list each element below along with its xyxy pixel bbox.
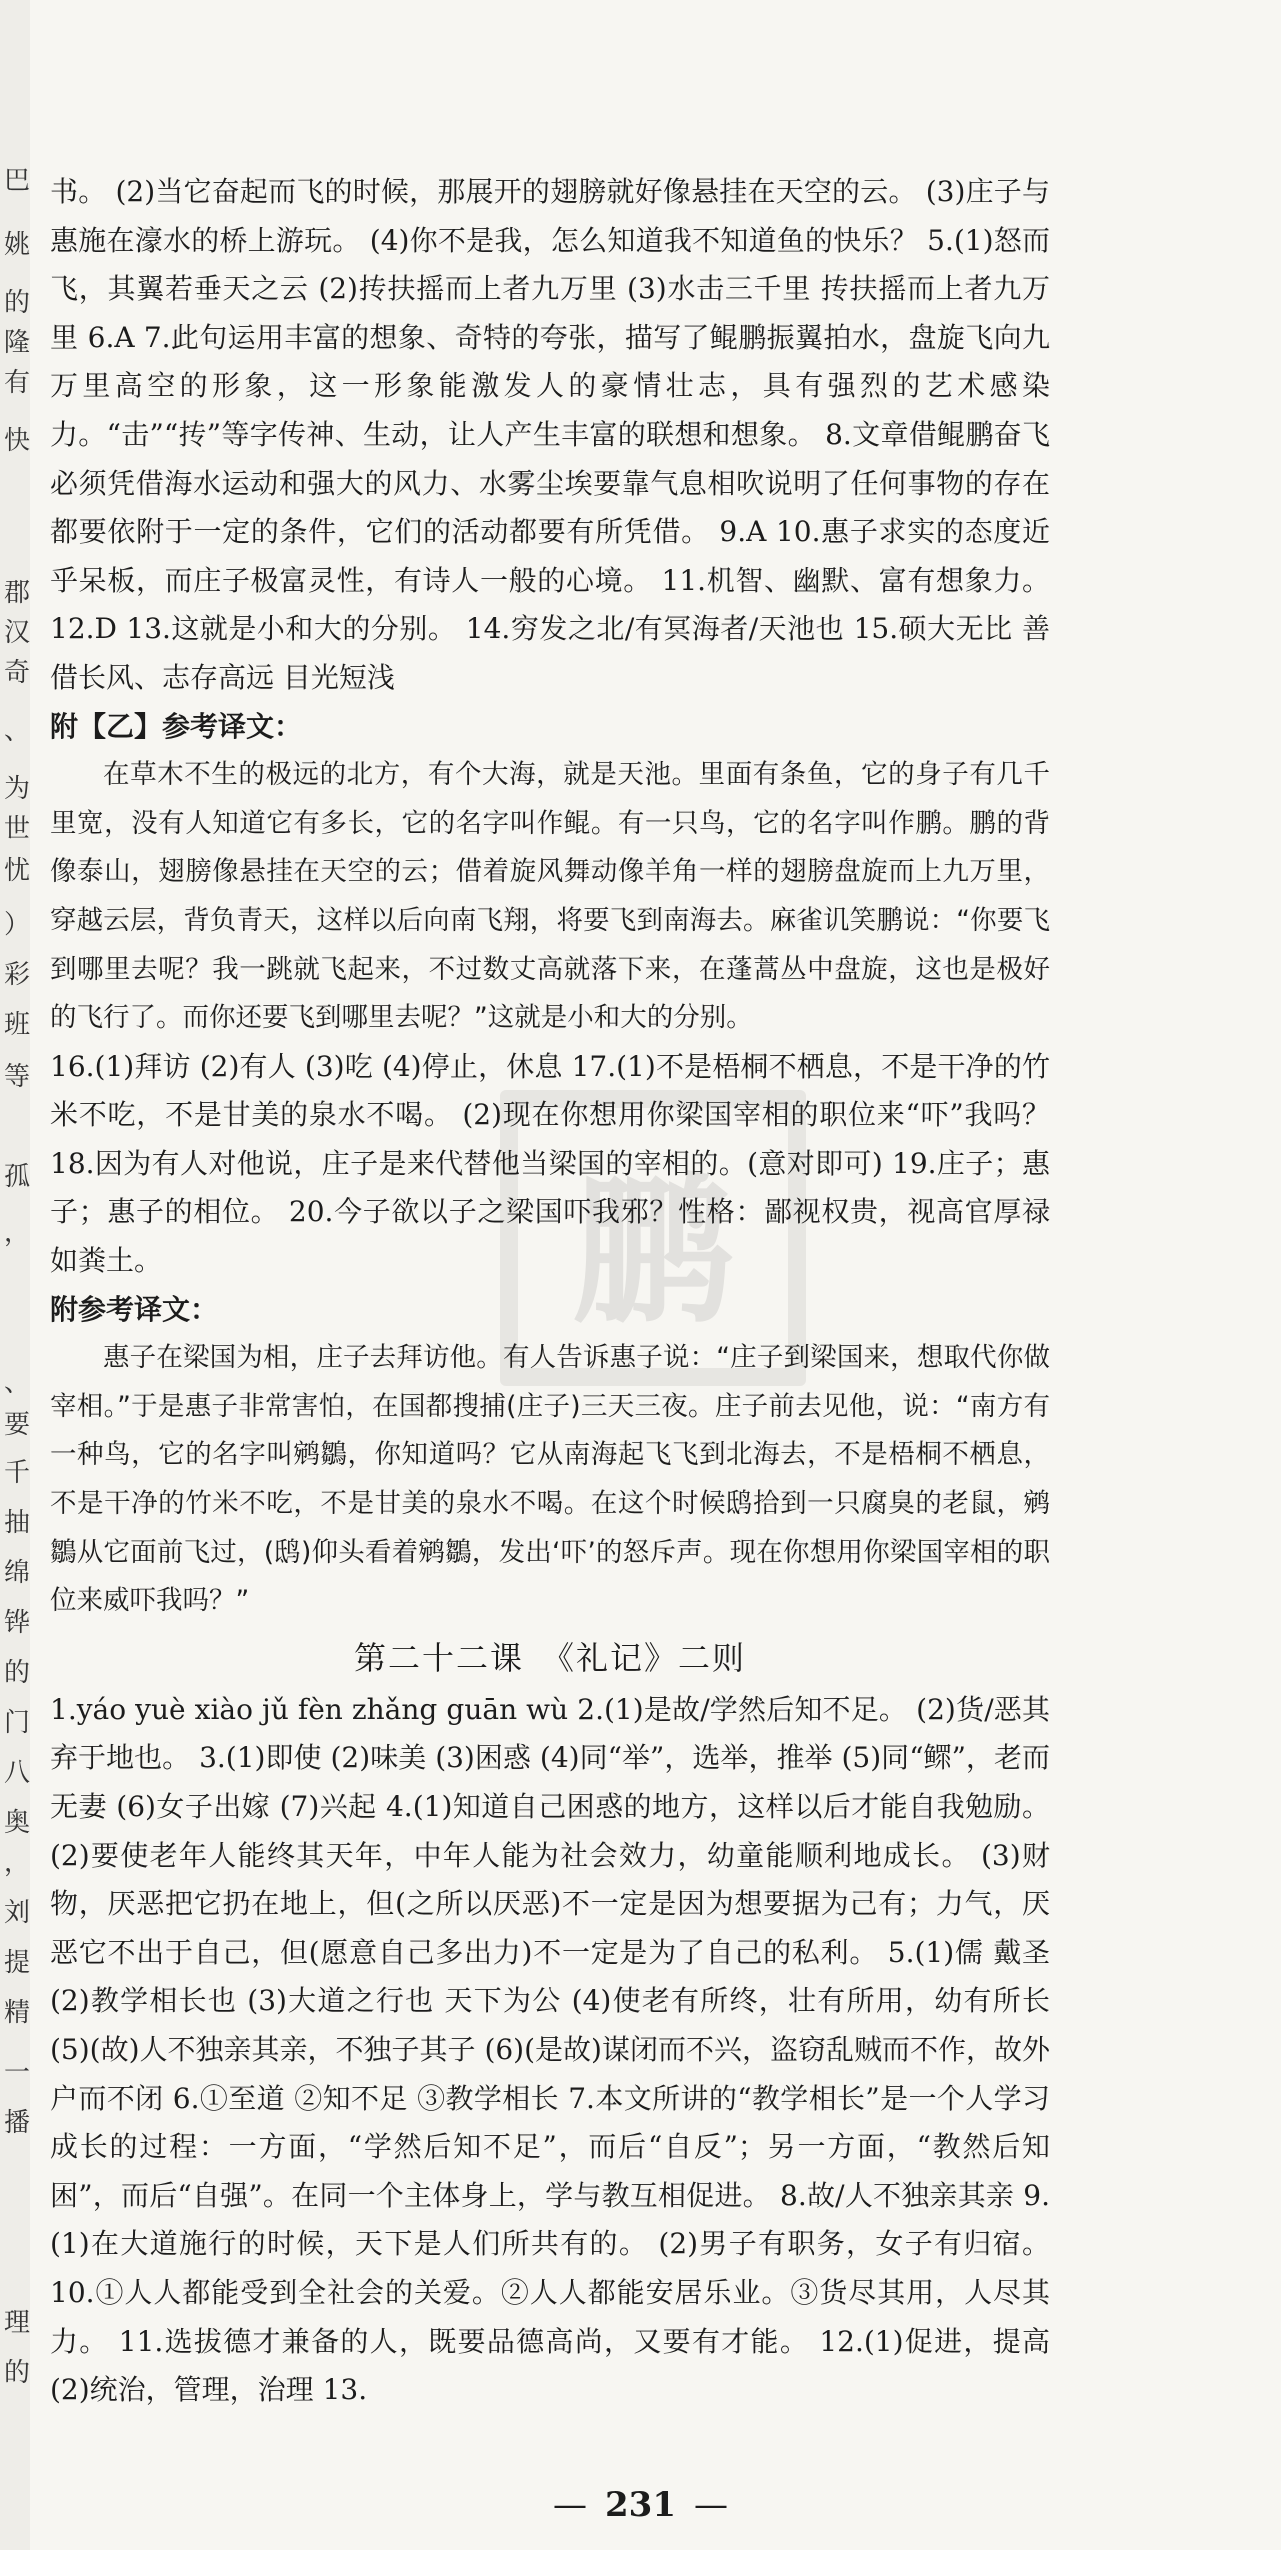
gutter-char: 门 xyxy=(4,1708,31,1738)
gutter-char: 忧 xyxy=(4,856,31,886)
gutter-char: 巴 xyxy=(4,166,31,196)
lesson-title: 第二十二课 《礼记》二则 xyxy=(353,1638,746,1677)
page-content xyxy=(50,168,1050,2415)
gutter-char: 铧 xyxy=(4,1608,31,1638)
gutter-char: 班 xyxy=(4,1010,31,1040)
translation-block-2: 惠子在梁国为相，庄子去拜访他。有人告诉惠子说：“庄子到梁国来，想取代你做宰相。”于是惠子非常害怕，在国都搜捕(庄子)三天三夜。庄子前去见他，说：“南方有一种鸟，它的名字叫鹓鶵，你知道吗？它从南海起飞飞到北海去，不是梧桐不栖息，不是干净的竹米不吃，不是甘美的泉水不喝。在这个时候鸱拾到一只腐臭的老鼠，鹓鶵从它面前飞过，(鸱)仰头看着鹓鶵，发出‘吓’的怒斥声。现在你想用你梁国宰相的职位来威吓我吗？” xyxy=(50,1342,1050,1617)
gutter-char: 有 xyxy=(4,368,31,398)
gutter-char: 提 xyxy=(4,1948,31,1978)
gutter-char: ， xyxy=(4,1218,31,1248)
gutter-char: 千 xyxy=(4,1458,31,1488)
watermark-glyph: 鹏 xyxy=(572,1157,733,1345)
gutter-char: 为 xyxy=(4,774,31,804)
page-number-value: 231 xyxy=(605,2485,676,2525)
gutter-char: 绵 xyxy=(4,1558,31,1588)
gutter-char: 世 xyxy=(4,814,31,844)
gutter-char: 汉 xyxy=(4,618,31,648)
page-dash-left: — xyxy=(553,2485,587,2525)
translation-heading-1: 附【乙】参考译文： xyxy=(50,709,303,743)
gutter-char: 的 xyxy=(4,1658,31,1688)
gutter-char: ） xyxy=(4,910,31,940)
gutter-char: 郡 xyxy=(4,578,31,608)
gutter-char: 理 xyxy=(4,2308,31,2338)
gutter-char: ， xyxy=(4,1848,31,1878)
gutter-char: 等 xyxy=(4,1062,31,1092)
gutter-char: 奥 xyxy=(4,1808,31,1838)
translation-block-1: 在草木不生的极远的北方，有个大海，就是天池。里面有条鱼，它的身子有几千里宽，没有人知道它有多长，它的名字叫作鲲。有一只鸟，它的名字叫作鹏。鹏的背像泰山，翅膀像悬挂在天空的云；借着旋风舞动像羊角一样的翅膀盘旋而上九万里，穿越云层，背负青天，这样以后向南飞翔，将要飞到南海去。麻雀讥笑鹏说：“你要飞到哪里去呢？我一跳就飞起来，不过数丈高就落下来，在蓬蒿丛中盘旋，这也是极好的飞行了。而你还要飞到哪里去呢？”这就是小和大的分别。 xyxy=(50,759,1050,1034)
gutter-char: 、 xyxy=(4,716,31,746)
gutter-char: 的 xyxy=(4,2358,31,2388)
answers-block-3: 1.yáo yuè xiào jǔ fèn zhǎng guān wù 2.(1)是故/学然后知不足。 (2)货/恶其弃于地也。 3.(1)即使 (2)味美 (3)困惑 (4)同“举”，选举，推举 (5)同“鳏”，老而无妻 (6)女子出嫁 (7)兴起 4.(1)知道自己困惑的地方，这样以后才能自我勉励。 (2)要使老年人能终其天年，中年人能为社会效力，幼童能顺利地成长。 (3)财物，厌恶把它扔在地上，但(之所以厌恶)不一定是因为想要据为己有；力气，厌恶它不出于自己，但(愿意自己多出力)不一定是为了自己的私利。 5.(1)儒 戴圣 (2)教学相长也 (3)大道之行也 天下为公 (4)使老有所终，壮有所用，幼有所长 (5)(故)人不独亲其亲，不独子其子 (6)(是故)谋闭而不兴，盗窃乱贼而不作，故外户而不闭 6.①至道 ②知不足 ③教学相长 7.本文所讲的“教学相长”是一个人学习成长的过程：一方面，“学然后知不足”，而后“自反”；另一方面，“教然后知困”，而后“自强”。在同一个主体身上，学与教互相促进。 8.故/人不独亲其亲 9.(1)在大道施行的时候，天下是人们所共有的。 (2)男子有职务，女子有归宿。 10.①人人都能受到全社会的关爱。②人人都能安居乐业。③货尽其用，人尽其力。 11.选拔德才兼备的人，既要品德高尚，又要有才能。 12.(1)促进，提高 (2)统治，管理，治理 13. xyxy=(50,1692,1050,2407)
gutter-char: 八 xyxy=(4,1758,31,1788)
gutter-char: 快 xyxy=(4,426,31,456)
gutter-char: 要 xyxy=(4,1410,31,1440)
gutter-char: 彩 xyxy=(4,960,31,990)
gutter-char: 姚 xyxy=(4,230,31,260)
gutter-char: 抽 xyxy=(4,1508,31,1538)
gutter-char: 一 xyxy=(4,2058,31,2088)
page-number xyxy=(0,2485,1281,2525)
gutter-char: 、 xyxy=(4,1368,31,1398)
left-margin-strip xyxy=(0,0,30,2550)
answers-block-2: 16.(1)拜访 (2)有人 (3)吃 (4)停止，休息 17.(1)不是梧桐不栖息，不是干净的竹米不吃，不是甘美的泉水不喝。 (2)现在你想用你梁国宰相的职位来“吓”我吗？ 18.因为有人对他说，庄子是来代替他当梁国的宰相的。(意对即可) 19.庄子；惠子；惠子的相位。 20.今子欲以子之梁国吓我邪？性格：鄙视权贵，视高官厚禄如粪土。 xyxy=(50,1049,1050,1278)
gutter-char: 孤 xyxy=(4,1162,31,1192)
gutter-char: 精 xyxy=(4,1998,31,2028)
answers-block-1: 书。 (2)当它奋起而飞的时候，那展开的翅膀就好像悬挂在天空的云。 (3)庄子与惠施在濠水的桥上游玩。 (4)你不是我，怎么知道我不知道鱼的快乐？ 5.(1)怒而飞，其翼若垂天之云 (2)抟扶摇而上者九万里 (3)水击三千里 抟扶摇而上者九万里 6.A 7.此句运用丰富的想象、奇特的夸张，描写了鲲鹏振翼拍水，盘旋飞向九万里高空的形象，这一形象能激发人的豪情壮志，具有强烈的艺术感染力。“击”“抟”等字传神、生动，让人产生丰富的联想和想象。 8.文章借鲲鹏奋飞必须凭借海水运动和强大的风力、水雾尘埃要靠气息相吹说明了任何事物的存在都要依附于一定的条件，它们的活动都要有所凭借。 9.A 10.惠子求实的态度近乎呆板，而庄子极富灵性，有诗人一般的心境。 11.机智、幽默、富有想象力。 12.D 13.这就是小和大的分别。 14.穷发之北/有冥海者/天池也 15.硕大无比 善借长风、志存高远 目光短浅 xyxy=(50,175,1050,694)
gutter-char: 刘 xyxy=(4,1898,31,1928)
page-dash-right: — xyxy=(693,2485,728,2525)
gutter-char: 奇 xyxy=(4,658,31,688)
translation-heading-2: 附参考译文： xyxy=(50,1292,219,1326)
gutter-char: 隆 xyxy=(4,328,31,358)
gutter-char: 播 xyxy=(4,2108,31,2138)
gutter-char: 的 xyxy=(4,288,31,318)
